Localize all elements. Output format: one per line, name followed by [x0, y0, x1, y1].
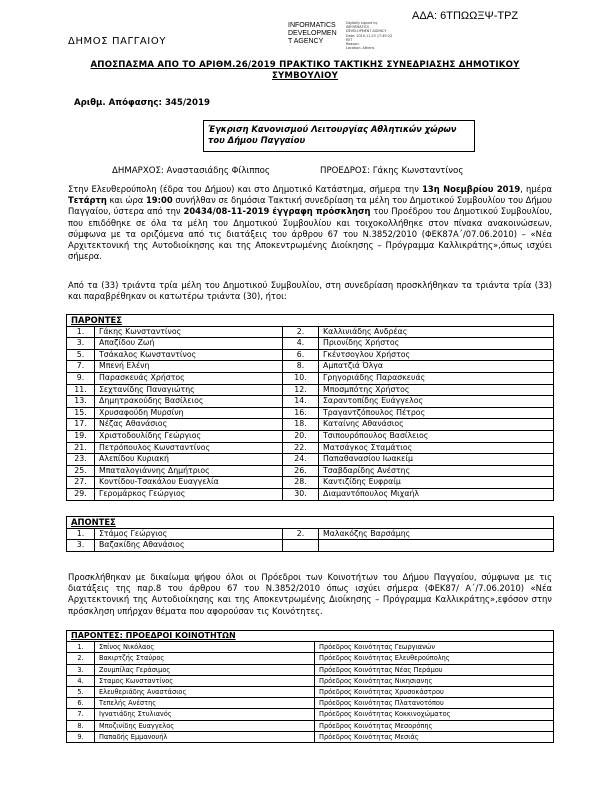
row-cell: Τσαβδαρίδης Ανέστης: [319, 465, 554, 477]
row-cell: Βακιρτζής Σταύρος: [95, 653, 315, 664]
row-number: 3.: [67, 540, 95, 552]
table-row: [67, 642, 554, 653]
table-row: [67, 477, 554, 489]
row-cell: Μποσμπότης Χρήστος: [319, 384, 554, 396]
row-cell: Πρόεδρος Κοινότητας Μεσορόπης: [315, 720, 554, 731]
row-cell: Πρόεδρος Κοινότητας Γεωργιανών: [315, 642, 554, 653]
absent-members-table: [66, 516, 554, 552]
row-cell: Πρόεδρος Κοινότητας Ελευθερούπολης: [315, 653, 554, 664]
row-cell: Πρόεδρος Κοινότητας Νικησιανης: [315, 675, 554, 686]
row-cell: Σταμος Κωνσταντίνος: [95, 675, 315, 686]
row-cell: Στάμος Γεώργιος: [95, 528, 283, 540]
row-cell: Πετρόπουλος Κωνσταντίνος: [95, 442, 283, 454]
row-cell: Γκέντσογλου Χρήστος: [319, 349, 554, 361]
table-row: [67, 372, 554, 384]
table-row: [67, 338, 554, 350]
row-cell: Χρυσαφούδη Μυρσίνη: [95, 407, 283, 419]
row-cell: Παπαδής Εμμανουήλ: [95, 731, 315, 742]
present-header: ΠΑΡΟΝΤΕΣ: [67, 315, 554, 327]
table-row: [67, 349, 554, 361]
row-cell: Παρασκευάς Χρήστος: [95, 372, 283, 384]
table-row: [67, 430, 554, 442]
row-cell: Αλεπίδου Κυριακή: [95, 454, 283, 466]
row-cell: Γάκης Κωνσταντίνος: [95, 326, 283, 338]
table-row: [67, 396, 554, 408]
chairs-header: ΠΑΡΟΝΤΕΣ: ΠΡΟΕΔΡΟΙ ΚΟΙΝΟΤΗΤΩΝ: [67, 631, 554, 642]
row-number: 18.: [283, 419, 319, 431]
row-number: 9.: [67, 372, 95, 384]
row-cell: Δημητρακούδης Βασίλειος: [95, 396, 283, 408]
row-cell: Κοντίδου-Τσακάλου Ευαγγελία: [95, 477, 283, 489]
row-number: 1.: [67, 642, 95, 653]
row-cell: Τραγαντζόπουλος Πέτρος: [319, 407, 554, 419]
row-number: 6.: [283, 349, 319, 361]
table-row: [67, 540, 554, 552]
row-number: 8.: [67, 720, 95, 731]
row-number: 13.: [67, 396, 95, 408]
row-cell: Παπαθανασίου Ιωακείμ: [319, 454, 554, 466]
table-row: [67, 407, 554, 419]
president-line: ΠΡΟΕΔΡΟΣ: Γάκης Κωνσταντίνος: [320, 166, 464, 176]
row-number: 15.: [67, 407, 95, 419]
subject-box: Έγκριση Κανονισμού Λειτουργίας Αθλητικών χώρων του Δήμου Παγγαίου: [203, 120, 475, 152]
row-number: 2.: [67, 653, 95, 664]
row-number: 30.: [283, 488, 319, 500]
row-number: 7.: [67, 709, 95, 720]
row-number: 27.: [67, 477, 95, 489]
row-cell: Πρόεδρος Κοινότητας Μεσιάς: [315, 731, 554, 742]
row-number: 12.: [283, 384, 319, 396]
row-cell: Ζουμπίλας Γεράσιμος: [95, 664, 315, 675]
row-cell: Ιγνατιάδης Στυλιανός: [95, 709, 315, 720]
row-cell: Σπίνος Νικόλαος: [95, 642, 315, 653]
row-cell: Πρόεδρος Κοινότητας Νέας Περάμου: [315, 664, 554, 675]
table-row: [67, 361, 554, 373]
municipality-header: ΔΗΜΟΣ ΠΑΓΓΑΙΟΥ: [68, 36, 167, 47]
row-cell: Καλλινιάδης Ανδρέας: [319, 326, 554, 338]
table-row: [67, 687, 554, 698]
table-row: [67, 653, 554, 664]
row-cell: Αμπατζιά Όλγα: [319, 361, 554, 373]
row-number: 22.: [283, 442, 319, 454]
agency-label: INFORMATICS DEVELOPMEN T AGENCY: [288, 22, 337, 45]
document-title: ΑΠΟΣΠΑΣΜΑ ΑΠΟ ΤΟ ΑΡΙΘΜ.26/2019 ΠΡΑΚΤΙΚΟ ΤΑΚΤΙΚΗΣ ΣΥΝΕΔΡΙΑΣΗΣ ΔΗΜΟΤΙΚΟΥ ΣΥΜΒΟΥΛΙΟΥ: [90, 60, 520, 81]
present-members-table: [66, 314, 554, 501]
row-number: 23.: [67, 454, 95, 466]
table-row: [67, 384, 554, 396]
row-cell: Ματσάγκος Σταμάτιος: [319, 442, 554, 454]
table-row: [67, 709, 554, 720]
row-cell: Διαμαντόπουλος Μιχαήλ: [319, 488, 554, 500]
mayor-line: ΔΗΜΑΡΧΟΣ: Αναστασιάδης Φίλιππος: [112, 166, 270, 176]
row-number: 19.: [67, 430, 95, 442]
row-number: 11.: [67, 384, 95, 396]
row-cell: Πρόεδρος Κοινότητας Πλατανοτόπου: [315, 698, 554, 709]
row-cell: Καταίνης Αθανάσιος: [319, 419, 554, 431]
row-number: 10.: [283, 372, 319, 384]
community-chairs-table: [66, 630, 554, 743]
row-number: 4.: [283, 338, 319, 350]
row-number: 1.: [67, 326, 95, 338]
row-number: 6.: [67, 698, 95, 709]
row-cell: Τσάκαλος Κωνσταντίνος: [95, 349, 283, 361]
row-cell: Πριονίδης Χρήστος: [319, 338, 554, 350]
row-number: 2.: [283, 326, 319, 338]
row-cell: Σαραντοπίδης Ευάγγελος: [319, 396, 554, 408]
row-number: 25.: [67, 465, 95, 477]
table-row: [67, 720, 554, 731]
row-cell: Μπαταλογιάννης Δημήτριος: [95, 465, 283, 477]
row-number: 17.: [67, 419, 95, 431]
row-cell: [319, 540, 554, 552]
row-number: 7.: [67, 361, 95, 373]
table-row: [67, 454, 554, 466]
ada-code: ΑΔΑ: 6ΤΠΩΩΞΨ-ΤΡΖ: [412, 10, 519, 22]
row-cell: Πρόεδρος Κοινότητας Κοκκινοχώματος: [315, 709, 554, 720]
table-row: [67, 675, 554, 686]
row-cell: Σεχτανίδης Παναγιώτης: [95, 384, 283, 396]
row-cell: Μαλακόζης Βαρσάμης: [319, 528, 554, 540]
chairs-paragraph: Προσκλήθηκαν με δικαίωμα ψήφου όλοι οι Πρόεδροι των Κοινοτήτων του Δήμου Παγγαίου, σύμφωνα με τις διατάξεις της παρ.8 του άρθρου 67 του Ν.3852/2010 όπως ισχύει σήμερα (ΦΕΚ87/ Α΄/7.06.2010) «Νέα Αρχιτεκτονική της Αυτοδιοίκησης και της Αποκεντρωμένης Διοίκησης – Πρόγραμμα Καλλικράτης»,εφόσον στην πρόσκληση υπήρχαν θέματα που αφορούσαν τις Κοινότητες.: [68, 572, 552, 616]
row-number: 5.: [67, 349, 95, 361]
table-row: [67, 326, 554, 338]
row-number: 21.: [67, 442, 95, 454]
row-cell: Μπενή Ελένη: [95, 361, 283, 373]
absent-header: ΑΠΟΝΤΕΣ: [67, 517, 554, 529]
row-number: 3.: [67, 664, 95, 675]
row-number: 4.: [67, 675, 95, 686]
row-number: [283, 540, 319, 552]
row-cell: Απαζίδου Ζωή: [95, 338, 283, 350]
table-row: [67, 528, 554, 540]
row-cell: Τεπελής Ανέστης: [95, 698, 315, 709]
row-number: 24.: [283, 454, 319, 466]
row-cell: Χριστοδουλίδης Γεώργιος: [95, 430, 283, 442]
opening-paragraph: Στην Ελευθερούπολη (έδρα του Δήμου) και στο Δημοτικό Κατάστημα, σήμερα την 13η Νοεμβρίου 2019, ημέρα Τετάρτη και ώρα 19:00 συνήλθαν σε δημόσια Τακτική συνεδρίαση τα μέλη του Δημοτικού Συμβουλίου του Δήμου Παγγαίου, ύστερα από την 20434/08-11-2019 έγγραφη πρόσκληση του Προέδρου του Δημοτικού Συμβουλίου, που επιδόθηκε σε όλα τα μέλη του Δημοτικού Συμβουλίου και τοιχοκολλήθηκε στον πίνακα ανακοινώσεων, σύμφωνα με τα οριζόμενα από τις διατάξεις του άρθρου 67 του Ν.3852/2010 (ΦΕΚ87Α΄/07.06.2010) – «Νέα Αρχιτεκτονική της Αυτοδιοίκησης και της Αποκεντρωμένης Διοίκησης – Πρόγραμμα Καλλικράτης»,όπως ισχύει σήμερα.: [68, 184, 553, 262]
row-number: 20.: [283, 430, 319, 442]
attendance-paragraph: Από τα (33) τριάντα τρία μέλη του Δημοτικού Συμβουλίου, στη συνεδρίαση προσκλήθηκαν τα τριάντα τρία (33) και παραβρέθηκαν οι κατωτέρω τριάντα (30), ήτοι:: [68, 280, 552, 302]
row-cell: Καντιζίδης Ευφραίμ: [319, 477, 554, 489]
row-number: 14.: [283, 396, 319, 408]
table-row: [67, 698, 554, 709]
digital-signature-stamp: Digitally signed by INFORMATICS DEVELOPMENT AGENCY Date: 2019.11.25 17:49:23 EET Reason: Location: Athens: [346, 21, 393, 51]
row-cell: Τσιπουρόπουλος Βασίλειος: [319, 430, 554, 442]
row-number: 3.: [67, 338, 95, 350]
row-number: 26.: [283, 465, 319, 477]
decision-number: Αριθμ. Απόφασης: 345/2019: [74, 98, 210, 108]
row-cell: Πρόεδρος Κοινότητας Χρυσοκάστρου: [315, 687, 554, 698]
row-cell: Βαζακίδης Αθανάσιος: [95, 540, 283, 552]
row-cell: Γρηγοριάδης Παρασκευάς: [319, 372, 554, 384]
row-number: 2.: [283, 528, 319, 540]
row-number: 28.: [283, 477, 319, 489]
table-row: [67, 442, 554, 454]
table-row: [67, 465, 554, 477]
table-row: [67, 419, 554, 431]
row-number: 29.: [67, 488, 95, 500]
row-cell: Ελευθεριάδης Αναστάσιος: [95, 687, 315, 698]
row-number: 5.: [67, 687, 95, 698]
row-number: 9.: [67, 731, 95, 742]
row-number: 16.: [283, 407, 319, 419]
row-cell: Μποζινίδης Ευαγγελος: [95, 720, 315, 731]
table-row: [67, 488, 554, 500]
row-number: 1.: [67, 528, 95, 540]
row-cell: Γερομάρκος Γεώργιος: [95, 488, 283, 500]
table-row: [67, 731, 554, 742]
table-row: [67, 664, 554, 675]
row-cell: Νέζας Αθανάσιος: [95, 419, 283, 431]
row-number: 8.: [283, 361, 319, 373]
